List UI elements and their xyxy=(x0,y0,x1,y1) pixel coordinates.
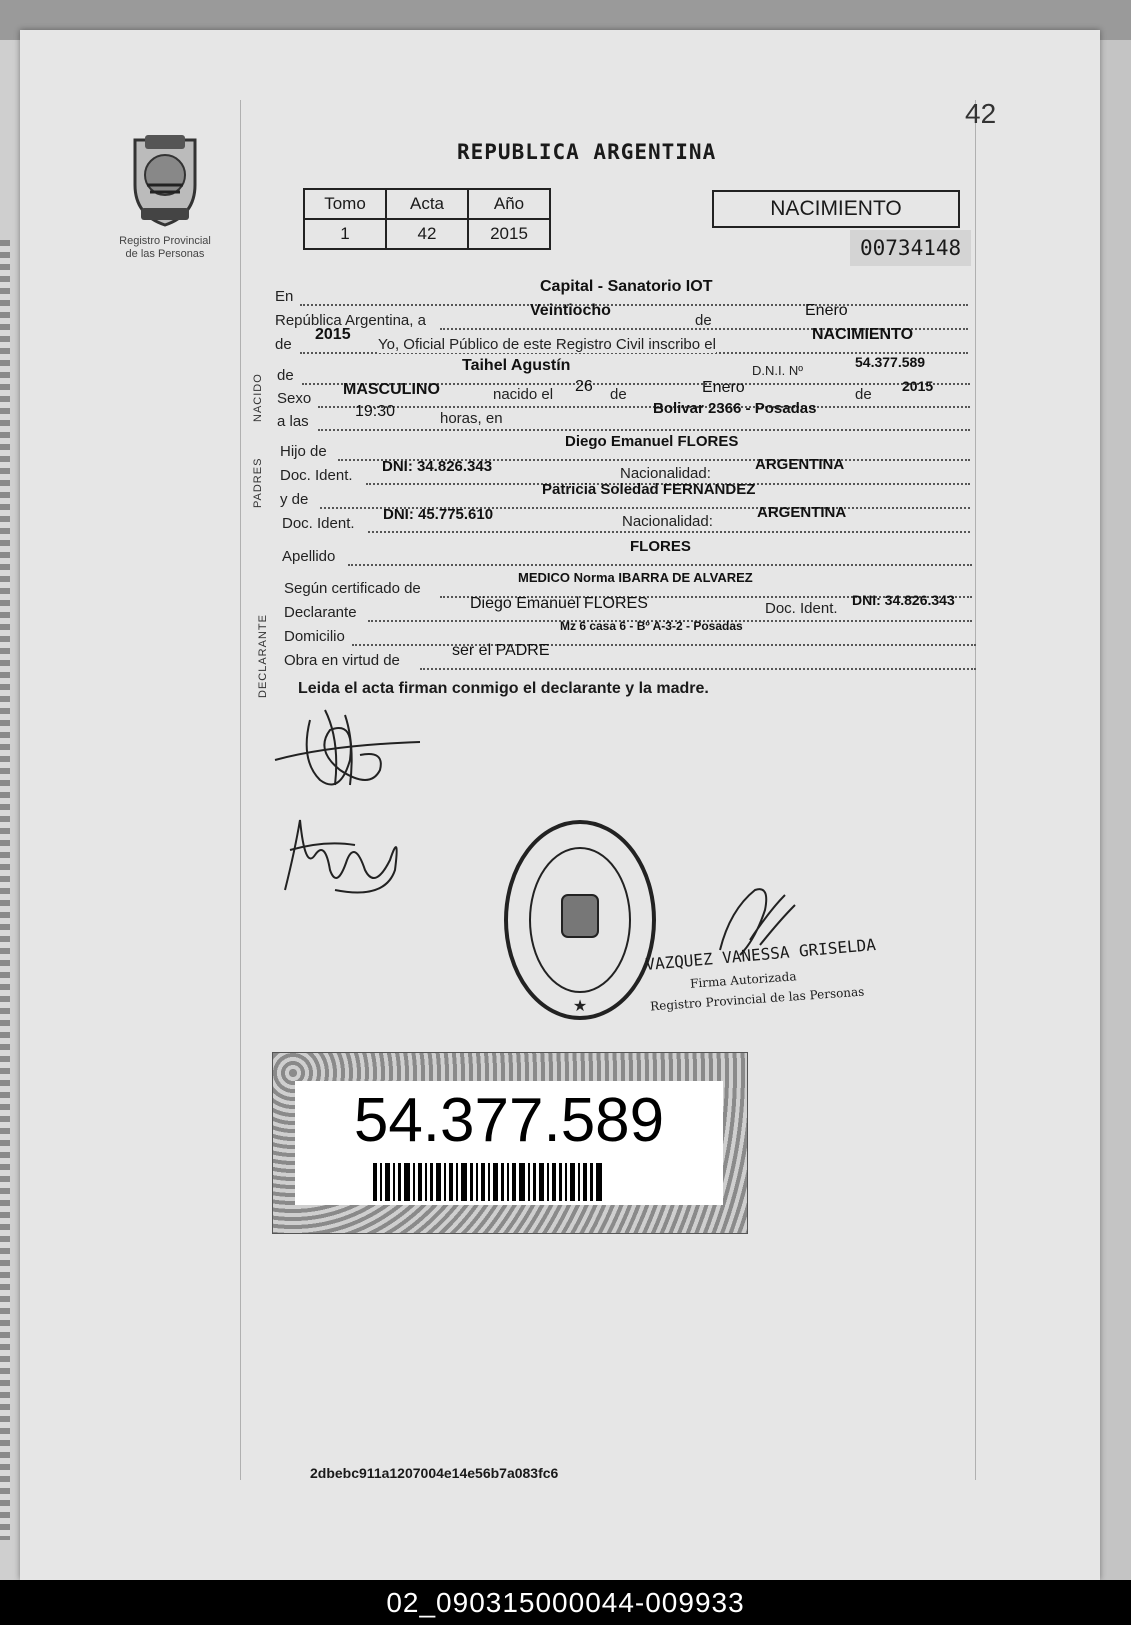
dotted-line xyxy=(348,564,972,566)
serial-number: 00734148 xyxy=(850,230,971,266)
dotted-line xyxy=(300,304,968,306)
barcode-bars xyxy=(373,1163,653,1201)
document-hash: 2dbebc911a1207004e14e56b7a083fc6 xyxy=(310,1465,559,1481)
official-office: Registro Provincial de las Personas xyxy=(649,984,865,1014)
left-margin-line xyxy=(240,100,241,1480)
dotted-line xyxy=(352,644,976,646)
table-header-acta: Acta xyxy=(386,189,468,219)
closing-note: Leida el acta firman conmigo el declarante y la madre. xyxy=(298,680,709,697)
dotted-line xyxy=(318,429,970,431)
label-en: En xyxy=(275,288,294,305)
value-mother: Patricia Soledad FERNANDEZ xyxy=(542,481,756,498)
label-horas-en: horas, en xyxy=(440,410,503,427)
logo-caption-1: Registro Provincial xyxy=(119,235,211,247)
dotted-line xyxy=(368,531,970,533)
svg-text:★: ★ xyxy=(572,998,588,1015)
official-role: Firma Autorizada xyxy=(689,969,797,991)
label-doc-ident-declarant: Doc. Ident. xyxy=(765,600,838,617)
value-act-type: NACIMIENTO xyxy=(812,326,914,343)
dotted-line xyxy=(420,668,976,670)
logo-caption-2: de las Personas xyxy=(125,248,205,260)
table-header-tomo: Tomo xyxy=(304,189,386,219)
value-year: 2015 xyxy=(315,326,351,343)
value-child-name: Taihel Agustín xyxy=(462,357,571,374)
label-de-year: de xyxy=(275,336,292,353)
value-declarant: Diego Emanuel FLORES xyxy=(470,595,648,612)
label-sexo: Sexo xyxy=(277,390,312,407)
label-de-person: de xyxy=(277,367,294,384)
mother-signature xyxy=(275,810,415,910)
label-nacionalidad-father: Nacionalidad: xyxy=(620,465,711,482)
label-yo: Yo, Oficial Público de este Registro Civil inscribo el xyxy=(378,336,716,353)
value-day-text: Veintiocho xyxy=(530,302,611,319)
label-nacionalidad-mother: Nacionalidad: xyxy=(622,513,713,530)
table-value-tomo: 1 xyxy=(304,219,386,249)
right-margin-line xyxy=(975,100,976,1480)
official-name: VAZQUEZ VANESSA GRISELDA xyxy=(644,934,877,975)
label-dni: D.N.I. Nº xyxy=(752,363,803,378)
document-title: REPUBLICA ARGENTINA xyxy=(457,140,717,164)
scan-footer-id: 02_090315000044-009933 xyxy=(0,1580,1131,1625)
table-header-anio: Año xyxy=(468,189,550,219)
value-place: Capital - Sanatorio IOT xyxy=(540,278,713,295)
side-label-padres: PADRES xyxy=(252,457,264,508)
label-obra: Obra en virtud de xyxy=(284,652,400,669)
label-declarante: Declarante xyxy=(284,604,357,621)
declarant-signature xyxy=(270,700,440,800)
table-value-acta: 42 xyxy=(386,219,468,249)
barcode-label xyxy=(295,1081,723,1205)
label-nacido-el: nacido el xyxy=(493,386,554,403)
side-label-nacido: NACIDO xyxy=(252,373,264,422)
value-declarant-dni: DNI: 34.826.343 xyxy=(852,592,955,608)
document-page xyxy=(20,30,1100,1580)
act-type-box: NACIMIENTO xyxy=(712,190,960,228)
side-label-declarante: DECLARANTE xyxy=(257,614,269,698)
value-mother-nationality: ARGENTINA xyxy=(757,504,847,521)
label-a-las: a las xyxy=(277,413,309,430)
label-hijo-de: Hijo de xyxy=(280,443,327,460)
value-birth-month: Enero xyxy=(702,379,745,396)
value-address: Mz 6 casa 6 - Bº A-3-2 - Posadas xyxy=(560,619,743,633)
value-father-nationality: ARGENTINA xyxy=(755,456,845,473)
label-de-birth-year: de xyxy=(855,386,872,403)
label-doc-ident-father: Doc. Ident. xyxy=(280,467,353,484)
barcode-number: 54.377.589 xyxy=(353,1086,665,1155)
barcode-sticker xyxy=(272,1052,748,1234)
value-hour: 19:30 xyxy=(355,403,396,420)
label-apellido: Apellido xyxy=(282,548,336,565)
provincial-logo xyxy=(115,130,225,261)
value-dni: 54.377.589 xyxy=(855,354,926,370)
coat-of-arms-icon xyxy=(115,130,215,230)
label-republica: República Argentina, a xyxy=(275,312,426,329)
label-y-de: y de xyxy=(280,491,309,508)
value-birth-year: 2015 xyxy=(902,378,934,394)
value-mother-dni: DNI: 45.775.610 xyxy=(383,506,494,523)
value-month: Enero xyxy=(805,302,848,319)
value-certificate: MEDICO Norma IBARRA DE ALVAREZ xyxy=(518,570,753,585)
label-doc-ident-mother: Doc. Ident. xyxy=(282,515,355,532)
value-father-dni: DNI: 34.826.343 xyxy=(382,458,493,475)
label-domicilio: Domicilio xyxy=(284,628,345,645)
value-birth-place: Bolivar 2366 - Posadas xyxy=(653,400,817,417)
label-segun: Según certificado de xyxy=(284,580,421,597)
page-number: 42 xyxy=(965,98,997,129)
value-sex: MASCULINO xyxy=(343,381,440,398)
value-reason: ser el PADRE xyxy=(452,642,550,659)
value-surname: FLORES xyxy=(630,538,691,555)
value-birth-day: 26 xyxy=(575,378,593,395)
label-de: de xyxy=(695,312,712,329)
registry-table xyxy=(303,188,551,250)
label-de-month: de xyxy=(610,386,627,403)
official-stamp xyxy=(500,815,660,1025)
table-value-anio: 2015 xyxy=(468,219,550,249)
value-father: Diego Emanuel FLORES xyxy=(565,433,739,450)
binder-edge xyxy=(0,240,10,1540)
dotted-line xyxy=(318,406,970,408)
